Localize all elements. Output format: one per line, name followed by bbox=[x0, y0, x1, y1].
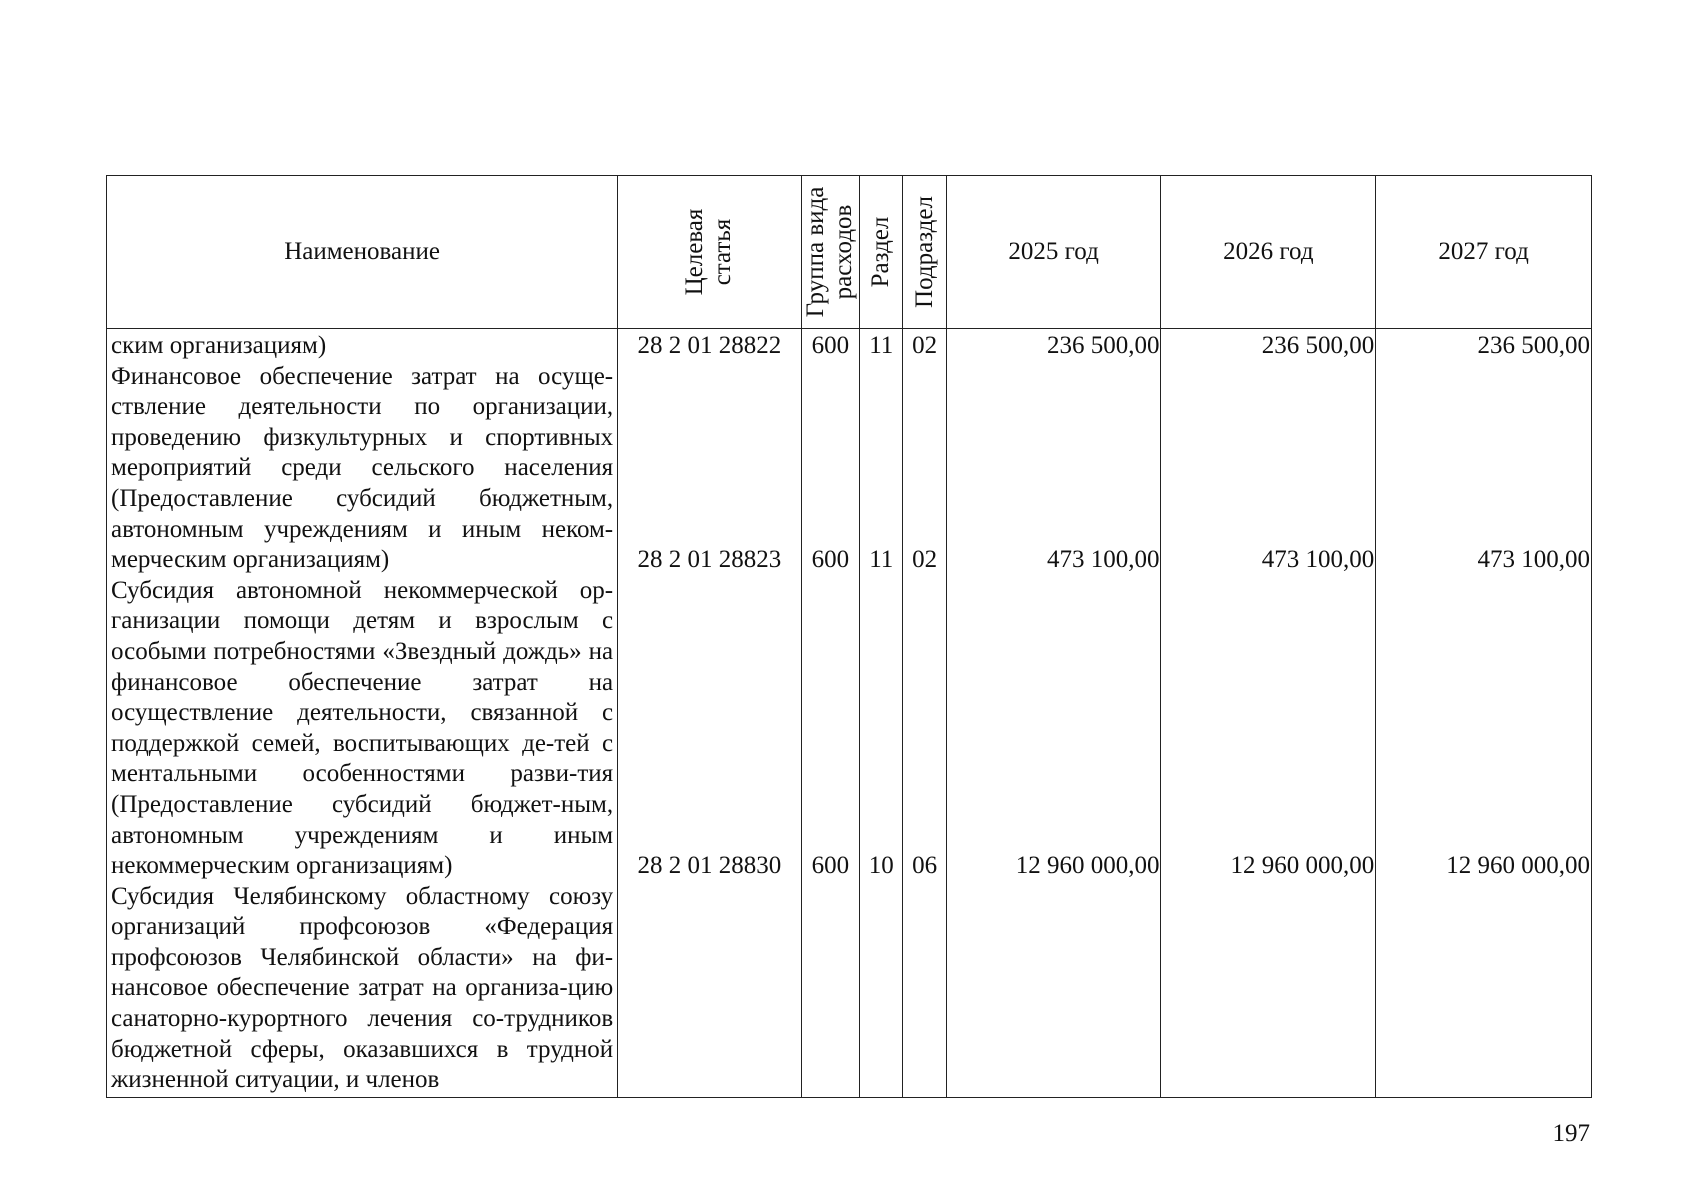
header-expense-group: Группа вида расходов bbox=[801, 176, 859, 329]
amount-2025: 473 100,00 bbox=[1046, 546, 1160, 573]
target-value: 28 2 01 28822 bbox=[637, 332, 782, 359]
name-paragraph: Финансовое обеспечение затрат на осуще-ствление деятельности по организации, проведению физкультурных и спортивных мероприятий среди сельского населения (Предоставление субсидий бюджетным, автономным учреждениям и иным неком-мерческим организациям) bbox=[111, 362, 614, 574]
name-paragraph: Субсидия Челябинскому областному союзу организаций профсоюзов «Федерация профсоюзов Челябинской области» на фи-нансовое обеспечение затрат на организа-цию санаторно-курортного лечения со-трудников бюджетной сферы, оказавшихся в трудной жизненной ситуации, и членов bbox=[111, 882, 614, 1094]
header-year-2025: 2025 год bbox=[946, 176, 1161, 329]
name-line: ским организациям) bbox=[111, 332, 327, 359]
year-2026-cell bbox=[1161, 329, 1376, 1098]
amount-2025: 12 960 000,00 bbox=[1015, 852, 1160, 879]
amount-2026: 236 500,00 bbox=[1261, 332, 1375, 359]
header-subsection: Подраздел bbox=[903, 176, 946, 329]
target-value: 28 2 01 28830 bbox=[637, 852, 782, 879]
table-header-row bbox=[107, 176, 1592, 329]
target-value: 28 2 01 28823 bbox=[637, 546, 782, 573]
subsection-cell bbox=[903, 329, 946, 1098]
section-cell bbox=[860, 329, 903, 1098]
header-name: Наименование bbox=[107, 176, 618, 329]
header-year-2026: 2026 год bbox=[1161, 176, 1376, 329]
subsection-value: 02 bbox=[912, 332, 938, 359]
section-value: 11 bbox=[869, 546, 894, 573]
group-cell bbox=[801, 329, 859, 1098]
amount-2027: 236 500,00 bbox=[1477, 332, 1590, 359]
year-2025-cell bbox=[946, 329, 1161, 1098]
page-number: 197 bbox=[1552, 1120, 1590, 1147]
group-value: 600 bbox=[811, 546, 850, 573]
header-target-article: Целевая статья bbox=[618, 176, 801, 329]
subsection-value: 06 bbox=[912, 852, 938, 879]
section-value: 10 bbox=[868, 852, 894, 879]
budget-table bbox=[106, 175, 1592, 1098]
amount-2025: 236 500,00 bbox=[1046, 332, 1160, 359]
amount-2026: 473 100,00 bbox=[1261, 546, 1375, 573]
name-cell bbox=[107, 329, 618, 1098]
header-section: Раздел bbox=[860, 176, 903, 329]
section-value: 11 bbox=[869, 332, 894, 359]
group-value: 600 bbox=[811, 852, 850, 879]
name-paragraph: Субсидия автономной некоммерческой ор-ганизации помощи детям и взрослым с особыми потребностями «Звездный дождь» на финансовое обеспечение затрат на осуществление деятельности, связанной с поддержкой семей, воспитывающих де-тей с ментальными особенностями разви-тия (Предоставление субсидий бюджет-ным, автономным учреждениям и иным некоммерческим организациям) bbox=[111, 576, 614, 880]
year-2027-cell bbox=[1376, 329, 1592, 1098]
amount-2026: 12 960 000,00 bbox=[1230, 852, 1375, 879]
amount-2027: 12 960 000,00 bbox=[1446, 852, 1590, 879]
subsection-value: 02 bbox=[912, 546, 938, 573]
group-value: 600 bbox=[811, 332, 850, 359]
header-year-2027: 2027 год bbox=[1376, 176, 1592, 329]
target-cell bbox=[618, 329, 801, 1098]
table-row bbox=[107, 329, 1592, 1098]
amount-2027: 473 100,00 bbox=[1477, 546, 1590, 573]
